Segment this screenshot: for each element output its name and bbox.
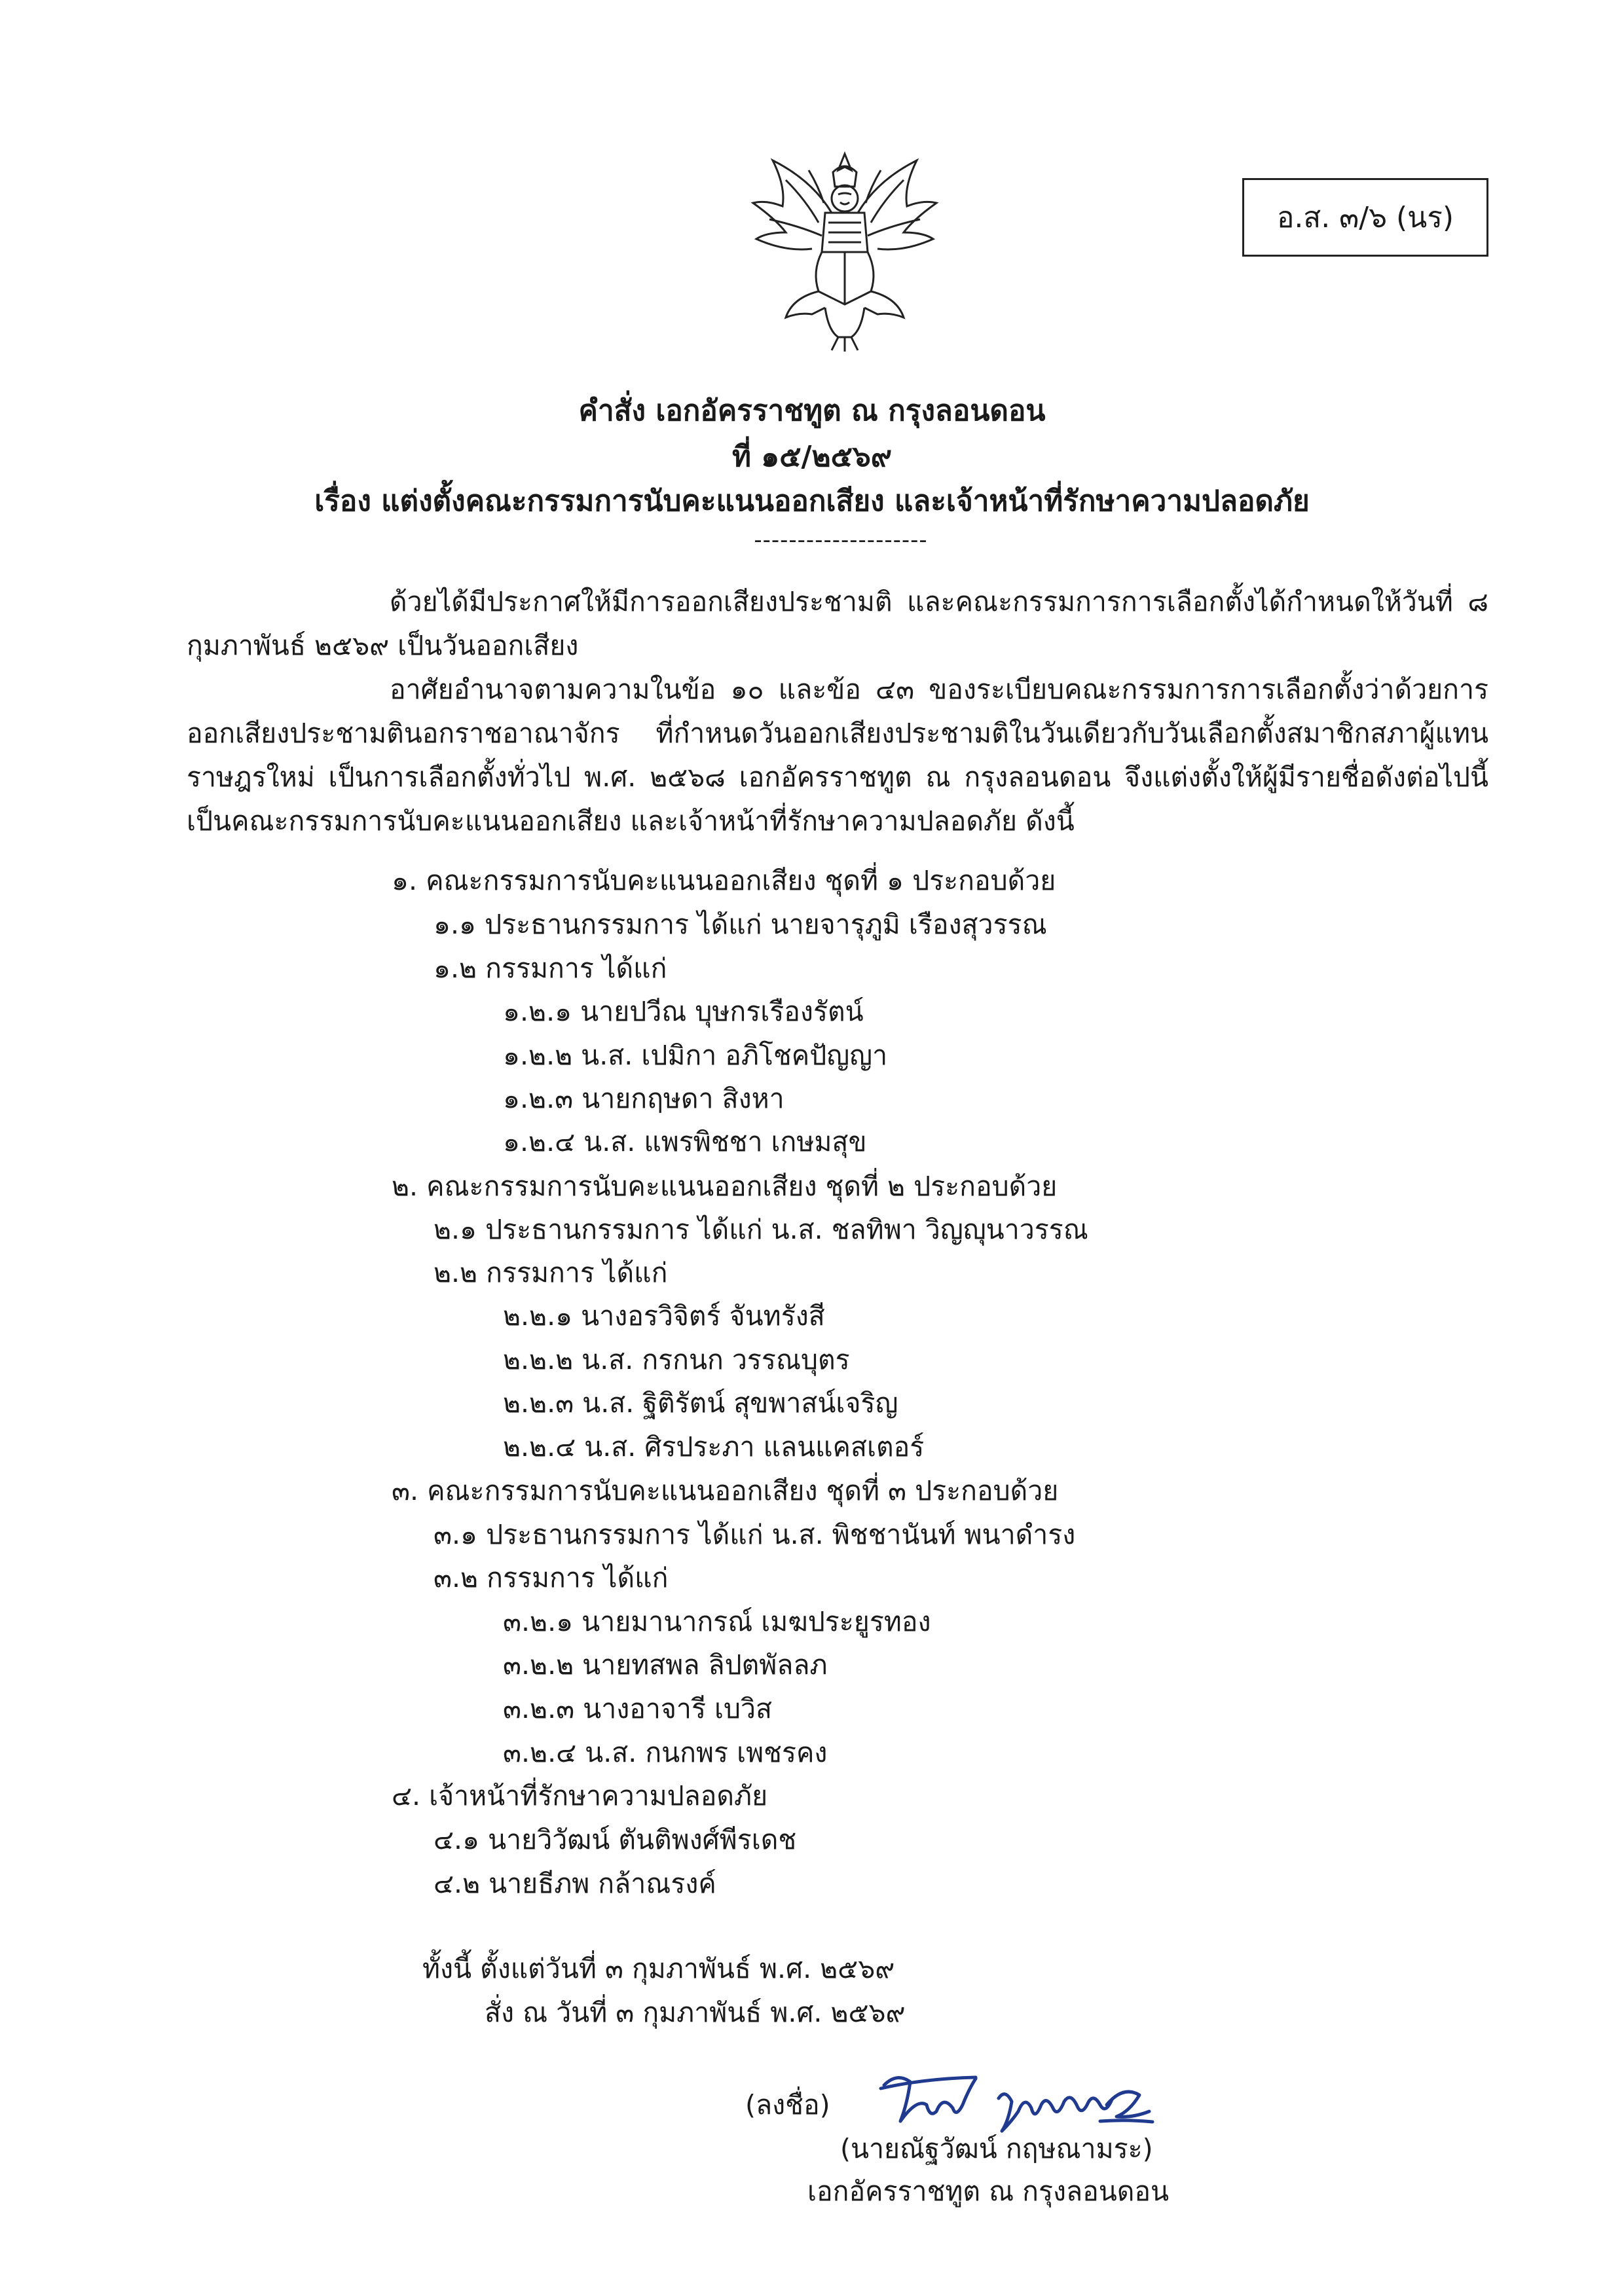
list-item: ๑.๑ ประธานกรรมการ ได้แก่ นายจารุภูมิ เรืองสุวรรณ (434, 909, 1047, 940)
effective-date: ทั้งนี้ ตั้งแต่วันที่ ๓ กุมภาพันธ์ พ.ศ. ๒๕๖๙ (422, 1953, 895, 1984)
order-date: สั่ง ณ วันที่ ๓ กุมภาพันธ์ พ.ศ. ๒๕๖๙ (485, 1997, 906, 2028)
header-divider: -------------------- (754, 527, 928, 553)
order-title: คำสั่ง เอกอัครราชทูต ณ กรุงลอนดอน (578, 394, 1046, 428)
list-item: ๑.๒ กรรมการ ได้แก่ (434, 953, 667, 984)
list-item: ๒.๒.๔ น.ส. ศิรประภา แลนแคสเตอร์ (503, 1431, 925, 1463)
signature-label: (ลงชื่อ) (745, 2089, 830, 2121)
list-item: ๓.๒.๓ นางอาจารี เบวิส (503, 1693, 773, 1724)
list-item: ๒. คณะกรรมการนับคะแนนออกเสียง ชุดที่ ๒ ประกอบด้วย (392, 1171, 1058, 1202)
list-item: ๒.๒.๒ น.ส. กรกนก วรรณบุตร (503, 1344, 850, 1376)
list-item: ๒.๒.๓ น.ส. ฐิติรัตน์ สุขพาสน์เจริญ (503, 1387, 898, 1419)
list-item: ๑.๒.๔ น.ส. แพรพิชชา เกษมสุข (503, 1126, 867, 1157)
list-item: ๓. คณะกรรมการนับคะแนนออกเสียง ชุดที่ ๓ ประกอบด้วย (392, 1475, 1059, 1506)
form-code-box (1242, 178, 1488, 257)
garuda-emblem-icon (747, 141, 943, 357)
list-item: ๑. คณะกรรมการนับคะแนนออกเสียง ชุดที่ ๑ ประกอบด้วย (392, 865, 1056, 896)
form-code: อ.ส. ๓/๖ (นร) (1276, 201, 1454, 234)
list-item: ๓.๒.๒ นายทสพล ลิปตพัลลภ (503, 1649, 828, 1681)
list-item: ๓.๒.๔ น.ส. กนกพร เพชรคง (503, 1737, 828, 1768)
order-subject: เรื่อง แต่งตั้งคณะกรรมการนับคะแนนออกเสียง และเจ้าหน้าที่รักษาความปลอดภัย (314, 484, 1310, 518)
list-item: ๒.๒.๑ นางอรวิจิตร์ จันทรังสี (503, 1300, 825, 1332)
list-item: ๑.๒.๒ น.ส. เปมิกา อภิโชคปัญญา (503, 1040, 888, 1071)
list-item: ๑.๒.๓ นายกฤษดา สิงหา (503, 1083, 784, 1114)
preamble-text-1: ด้วยได้มีประกาศให้มีการออกเสียงประชามติ และคณะกรรมการการเลือกตั้งได้กำหนดให้วันที่ ๘ กุมภาพันธ์ ๒๕๖๙ เป็นวันออกเสียง (187, 586, 1488, 661)
list-item: ๓.๑ ประธานกรรมการ ได้แก่ น.ส. พิชชานันท์ พนาดำรง (434, 1519, 1076, 1550)
list-item: ๒.๑ ประธานกรรมการ ได้แก่ น.ส. ชลทิพา วิญญุนาวรรณ (434, 1214, 1088, 1245)
preamble-paragraph-1 (187, 580, 1488, 668)
preamble-paragraph-2 (187, 668, 1488, 843)
preamble-text-2: อาศัยอำนาจตามความในข้อ ๑๐ และข้อ ๔๓ ของระเบียบคณะกรรมการการเลือกตั้งว่าด้วยการออกเสียงประชามตินอกราชอาณาจักร ที่กำหนดวันออกเสียงประชามติในวันเดียวกับวันเลือกตั้งสมาชิกสภาผู้แทนราษฎรใหม่ เป็นการเลือกตั้งทั่วไป พ.ศ. ๒๕๖๘ เอกอัครราชทูต ณ กรุงลอนดอน จึงแต่งตั้งให้ผู้มีรายชื่อดังต่อไปนี้ เป็นคณะกรรมการนับคะแนนออกเสียง และเจ้าหน้าที่รักษาความปลอดภัย ดังนี้ (187, 674, 1488, 837)
signatory-name: (นายณัฐวัฒน์ กฤษณามระ) (840, 2133, 1153, 2164)
list-item: ๔.๒ นายธีภพ กล้าณรงค์ (434, 1868, 716, 1899)
list-item: ๒.๒ กรรมการ ได้แก่ (434, 1257, 668, 1288)
order-number: ที่ ๑๕/๒๕๖๙ (731, 440, 893, 473)
list-item: ๓.๒ กรรมการ ได้แก่ (434, 1562, 669, 1594)
list-item: ๓.๒.๑ นายมานากรณ์ เมฆประยูรทอง (503, 1606, 931, 1637)
list-item: ๔. เจ้าหน้าที่รักษาความปลอดภัย (392, 1780, 768, 1812)
list-item: ๔.๑ นายวิวัฒน์ ตันติพงศ์พีรเดช (434, 1824, 797, 1855)
signatory-position: เอกอัครราชทูต ณ กรุงลอนดอน (807, 2176, 1170, 2207)
list-item: ๑.๒.๑ นายปวีณ บุษกรเรืองรัตน์ (503, 996, 864, 1027)
